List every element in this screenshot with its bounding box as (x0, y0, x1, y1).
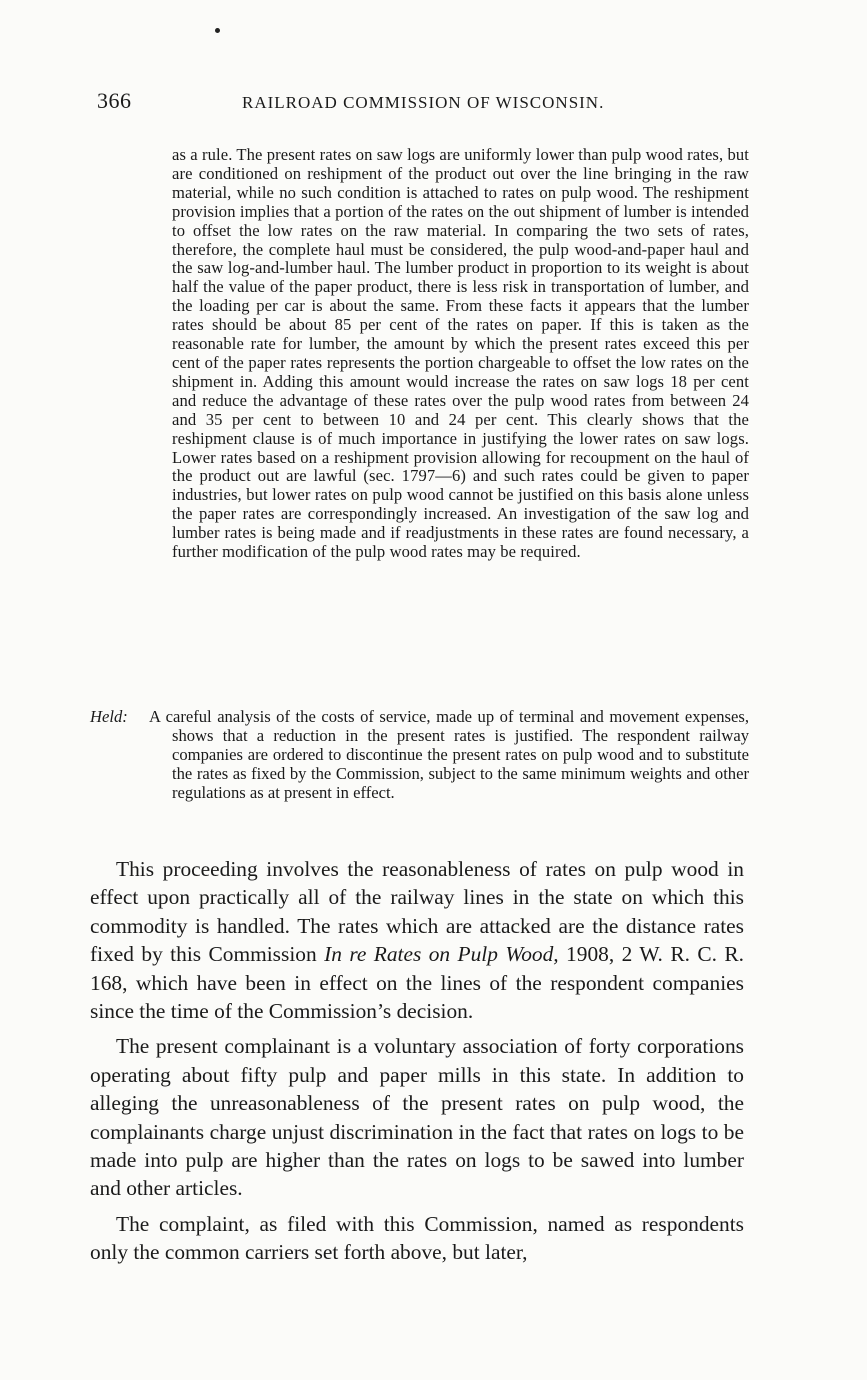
body-paragraph-3: The complaint, as filed with this Commission, named as respondents only the common carriers set forth above, but later, (90, 1211, 744, 1265)
headnote-paragraph: as a rule. The present rates on saw logs are uniformly lower than pulp wood rates, but are conditioned on reshipment of the product out over the line bringing in the raw material, while no such condition is attached to rates on pulp wood. The reshipment provision implies that a portion of the rates on the out shipment of lumber is intended to offset the low rates on the raw material. In comparing the two sets of rates, therefore, the complete haul must be considered, the pulp wood-and-paper haul and the saw log-and-lumber haul. The lumber product in proportion to its weight is about half the value of the paper product, there is less risk in transportation of lumber, and the loading per car is about the same. From these facts it appears that the lumber rates should be about 85 per cent of the rates on paper. If this is taken as the reasonable rate for lumber, the amount by which the present rates exceed this per cent of the paper rates represents the portion chargeable to offset the low rates on the shipment in. Adding this amount would increase the rates on saw logs 18 per cent and reduce the advantage of these rates over the pulp wood rates from between 24 and 35 per cent to between 10 and 24 per cent. This clearly shows that the reshipment clause is of much importance in justifying the lower rates on saw logs. Lower rates based on a reshipment provision allowing for recoupment on the haul of the product out are lawful (sec. 1797—6) and such rates could be given to paper industries, but lower rates on pulp wood cannot be justified on this basis alone unless the paper rates are correspondingly increased. An investigation of the saw log and lumber rates is being made and if readjustments in these rates are found necessary, a further modification of the pulp wood rates may be required. (172, 145, 749, 562)
held-label: Held: (90, 707, 128, 726)
held-text (149, 707, 749, 803)
body-text (90, 855, 744, 1274)
case-citation: In re Rates on Pulp Wood, (324, 942, 559, 967)
body-paragraph-1-a: This proceeding involves the reasonableness of rates on pulp wood in effect upon practically all of the railway lines in the state on which this commodity is handled. The rates which are attacked are the distance rates fixed by this Commission (90, 857, 744, 967)
page-header (97, 88, 757, 116)
held-text-content: A careful analysis of the costs of service, made up of terminal and movement expenses, shows that a reduction in the present rates is justified. The respondent railway companies are ordered to discontinue the present rates on pulp wood and to substitute the rates as fixed by the Commission, subject to the same minimum weights and other regulations as at present in effect. (149, 707, 749, 802)
page-number: 366 (97, 88, 132, 113)
ink-speck (215, 28, 220, 33)
body-paragraph-1-b: 1908, 2 W. R. C. R. 168, which have been in effect on the lines of the respondent companies since the time of the Commission’s decision. (90, 942, 745, 1024)
body-paragraph-2: The present complainant is a voluntary association of forty corporations operating about fifty pulp and paper mills in this state. In addition to alleging the unreasonableness of the present rates on pulp wood, the complainants charge unjust discrimination in the fact that rates on logs to be made into pulp are higher than the rates on logs to be sawed into lumber and other articles. (90, 1034, 744, 1201)
running-head: RAILROAD COMMISSION OF WISCONSIN. (242, 93, 605, 112)
body-paragraph-1 (90, 855, 744, 1025)
